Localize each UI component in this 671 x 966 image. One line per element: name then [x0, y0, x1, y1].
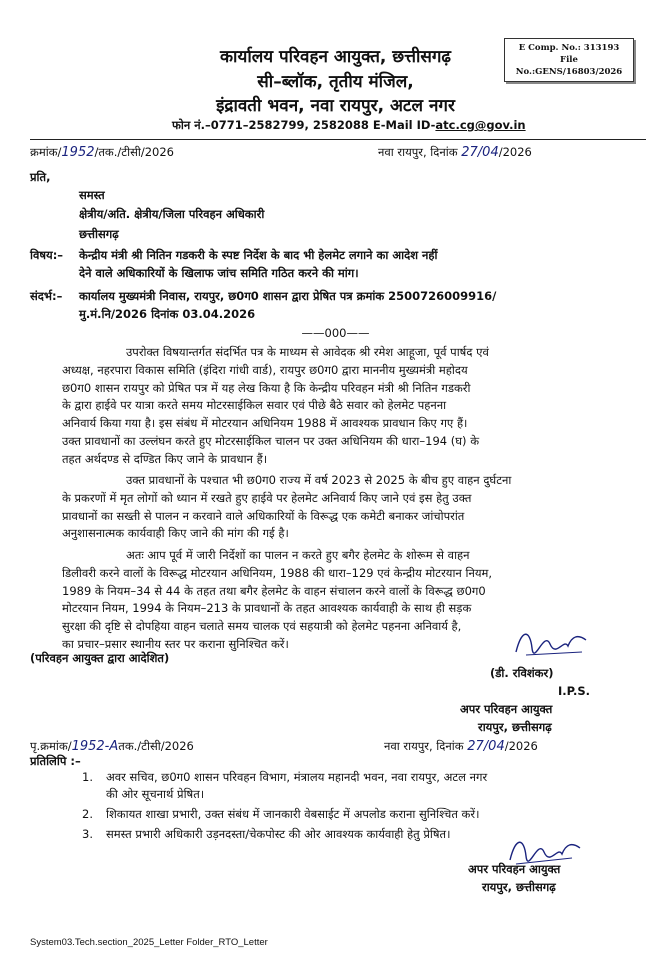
copy-item: 2. शिकायत शाखा प्रभारी, उक्त संबंध में जानकारी वेबसाईट में अपलोड कराना सुनिश्चित करें।: [82, 807, 480, 821]
contact-line: [172, 118, 526, 133]
reference-label: संदर्भ:–: [30, 289, 63, 303]
signatory-service: I.P.S.: [558, 684, 590, 698]
subject-label: विषय:–: [30, 248, 64, 262]
copy-item: 1. अवर सचिव, छ0ग0 शासन परिवहन विभाग, मंत्रालय महानदी भवन, नवा रायपुर, अटल नगर की ओर सूचनार्थ प्रेषित।: [82, 770, 488, 801]
handwritten-endorsement-number: 1952-A: [71, 739, 119, 754]
copy-label: प्रतिलिपि :–: [30, 754, 81, 768]
paragraph-3: अतः आप पूर्व में जारी निर्देशों का पालन न करते हुए बगैर हेलमेट के शोरूम से वाहन डिलीवरी करने वालों के विरूद्ध मोटरयान अधिनियम, 1988 की धारा–129 एवं केन्द्रीय मोटरयान नियम, 1989 के नियम–34 से 44 के तहत तथा बगैर हेलमेट के वाहन संचालन करने वालों के विरूद्ध छ0ग0 मोटरयान नियम, 1994 के नियम–213 के प्रावधानों के तहत आवश्यक कार्यवाही के साथ ही सड़क सुरक्षा की दृष्टि से दोपहिया वाहन चलाते समय चालक एवं सहयात्री को हेलमेट पहनना अनिवार्य है, का प्रचार–प्रसार स्थानीय स्तर पर कराना सुनिश्चित करें।: [62, 548, 493, 651]
paragraph-1: उपरोक्त विषयान्तर्गत संदर्भित पत्र के माध्यम से आवेदक श्री रमेश आहूजा, पूर्व पार्षद एवं अध्यक्ष, नहरपारा विकास समिति (इंदिरा गांधी वार्ड), रायपुर छ0ग0 द्वारा माननीय मुख्यमंत्री महोदय छ0ग0 शासन रायपुर को प्रेषित पत्र में यह लेख किया है कि केन्द्रीय परिवहन मंत्री श्री नितिन गडकरी के द्वारा हाईवे पर यात्रा करते समय मोटरसाईकिल सवार एवं पीछे बैठे सवार को हेलमेट पहनना अनिवार्य किया गया है। इस संबंध में मोटरयान अधिनियम 1988 में आवश्यक प्रावधान किए गए हैं। उक्त प्रावधानों का उल्लंघन करते हुए मोटरसाईकिल चालन पर उक्त अधिनियम की धारा–194 (घ) के तहत अर्थदण्ड से दण्डित किए जाने के प्रावधान हैं।: [62, 345, 489, 466]
to-label: प्रति,: [30, 170, 51, 184]
reference-number: क्रमांक/1952/तक./टीसी/2026: [30, 145, 174, 160]
subject-line-2: देने वाले अधिकारियों के खिलाफ जांच समिति गठित करने की मांग।: [79, 266, 359, 280]
footer-path: System03.Tech.section_2025_Letter Folder_RTO_Letter: [30, 937, 268, 948]
signatory2-designation: अपर परिवहन आयुक्त: [468, 862, 561, 876]
signatory-name: (डी. रविशंकर): [490, 666, 554, 680]
signatory-designation: अपर परिवहन आयुक्त: [460, 702, 553, 716]
reference-line-1: कार्यालय मुख्यमंत्री निवास, रायपुर, छ0ग0 शासन द्वारा प्रेषित पत्र क्रमांक 2500726009916/: [79, 289, 497, 303]
signatory2-place: रायपुर, छत्तीसगढ़: [482, 880, 556, 894]
to-line-1: समस्त: [79, 188, 105, 202]
office-name: कार्यालय परिवहन आयुक्त, छत्तीसगढ़: [220, 47, 451, 67]
endorsement-date: नवा रायपुर, दिनांक 27/04/2026: [384, 739, 538, 754]
to-line-2: क्षेत्रीय/अति. क्षेत्रीय/जिला परिवहन अधिकारी: [79, 207, 265, 221]
signatory-place: रायपुर, छत्तीसगढ़: [478, 720, 552, 734]
handwritten-number: 1952: [61, 145, 95, 160]
handwritten-endorsement-date: 27/04: [467, 739, 505, 754]
reference-line-2: मु.मं.नि/2026 दिनांक 03.04.2026: [79, 307, 256, 321]
handwritten-date: 27/04: [461, 145, 499, 160]
divider: ——000——: [301, 326, 370, 340]
signature-1: [512, 622, 592, 662]
office-address: इंद्रावती भवन, नवा रायपुर, अटल नगर: [216, 96, 455, 116]
file-number: File No.:GENS/16803/2026: [515, 55, 623, 77]
header-rule: [30, 139, 646, 140]
to-line-3: छत्तीसगढ़: [79, 227, 119, 241]
e-comp-number: E Comp. No.: 313193: [518, 43, 620, 53]
office-block: सी–ब्लॉक, तृतीय मंजिल,: [257, 72, 414, 92]
endorsement-number: पृ.क्रमांक/1952-Aतक./टीसी/2026: [30, 739, 194, 754]
ordered-by: (परिवहन आयुक्त द्वारा आदेशित): [30, 651, 170, 665]
paragraph-2: उक्त प्रावधानों के पश्चात भी छ0ग0 राज्य में वर्ष 2023 से 2025 के बीच हुए वाहन दुर्घटना के प्रकरणों में मृत लोगों को ध्यान में रखते हुए हाईवे पर हेलमेट अनिवार्य किए जाने एवं इस हेतु उक्त प्रावधानों का सख्ती से पालन न करवाने वाले अधिकारियों के विरूद्ध एक कमेटी बनाकर जांचोपरांत अनुशासनात्मक कार्यवाही किए जाने की मांग की गई है।: [62, 473, 512, 541]
email-link[interactable]: atc.cg@gov.in: [435, 118, 526, 132]
subject-line-1: केन्द्रीय मंत्री श्री नितिन गडकरी के स्पष्ट निर्देश के बाद भी हेलमेट लगाने का आदेश नहीं: [79, 248, 438, 262]
letter-date: नवा रायपुर, दिनांक 27/04/2026: [378, 145, 532, 160]
copy-item: 3. समस्त प्रभारी अधिकारी उड़नदस्ता/चेकपोस्ट की ओर आवश्यक कार्यवाही हेतु प्रेषित।: [82, 827, 451, 841]
phone-text: फोन नं.–0771–2582799, 2582088 E-Mail ID-: [172, 118, 436, 132]
